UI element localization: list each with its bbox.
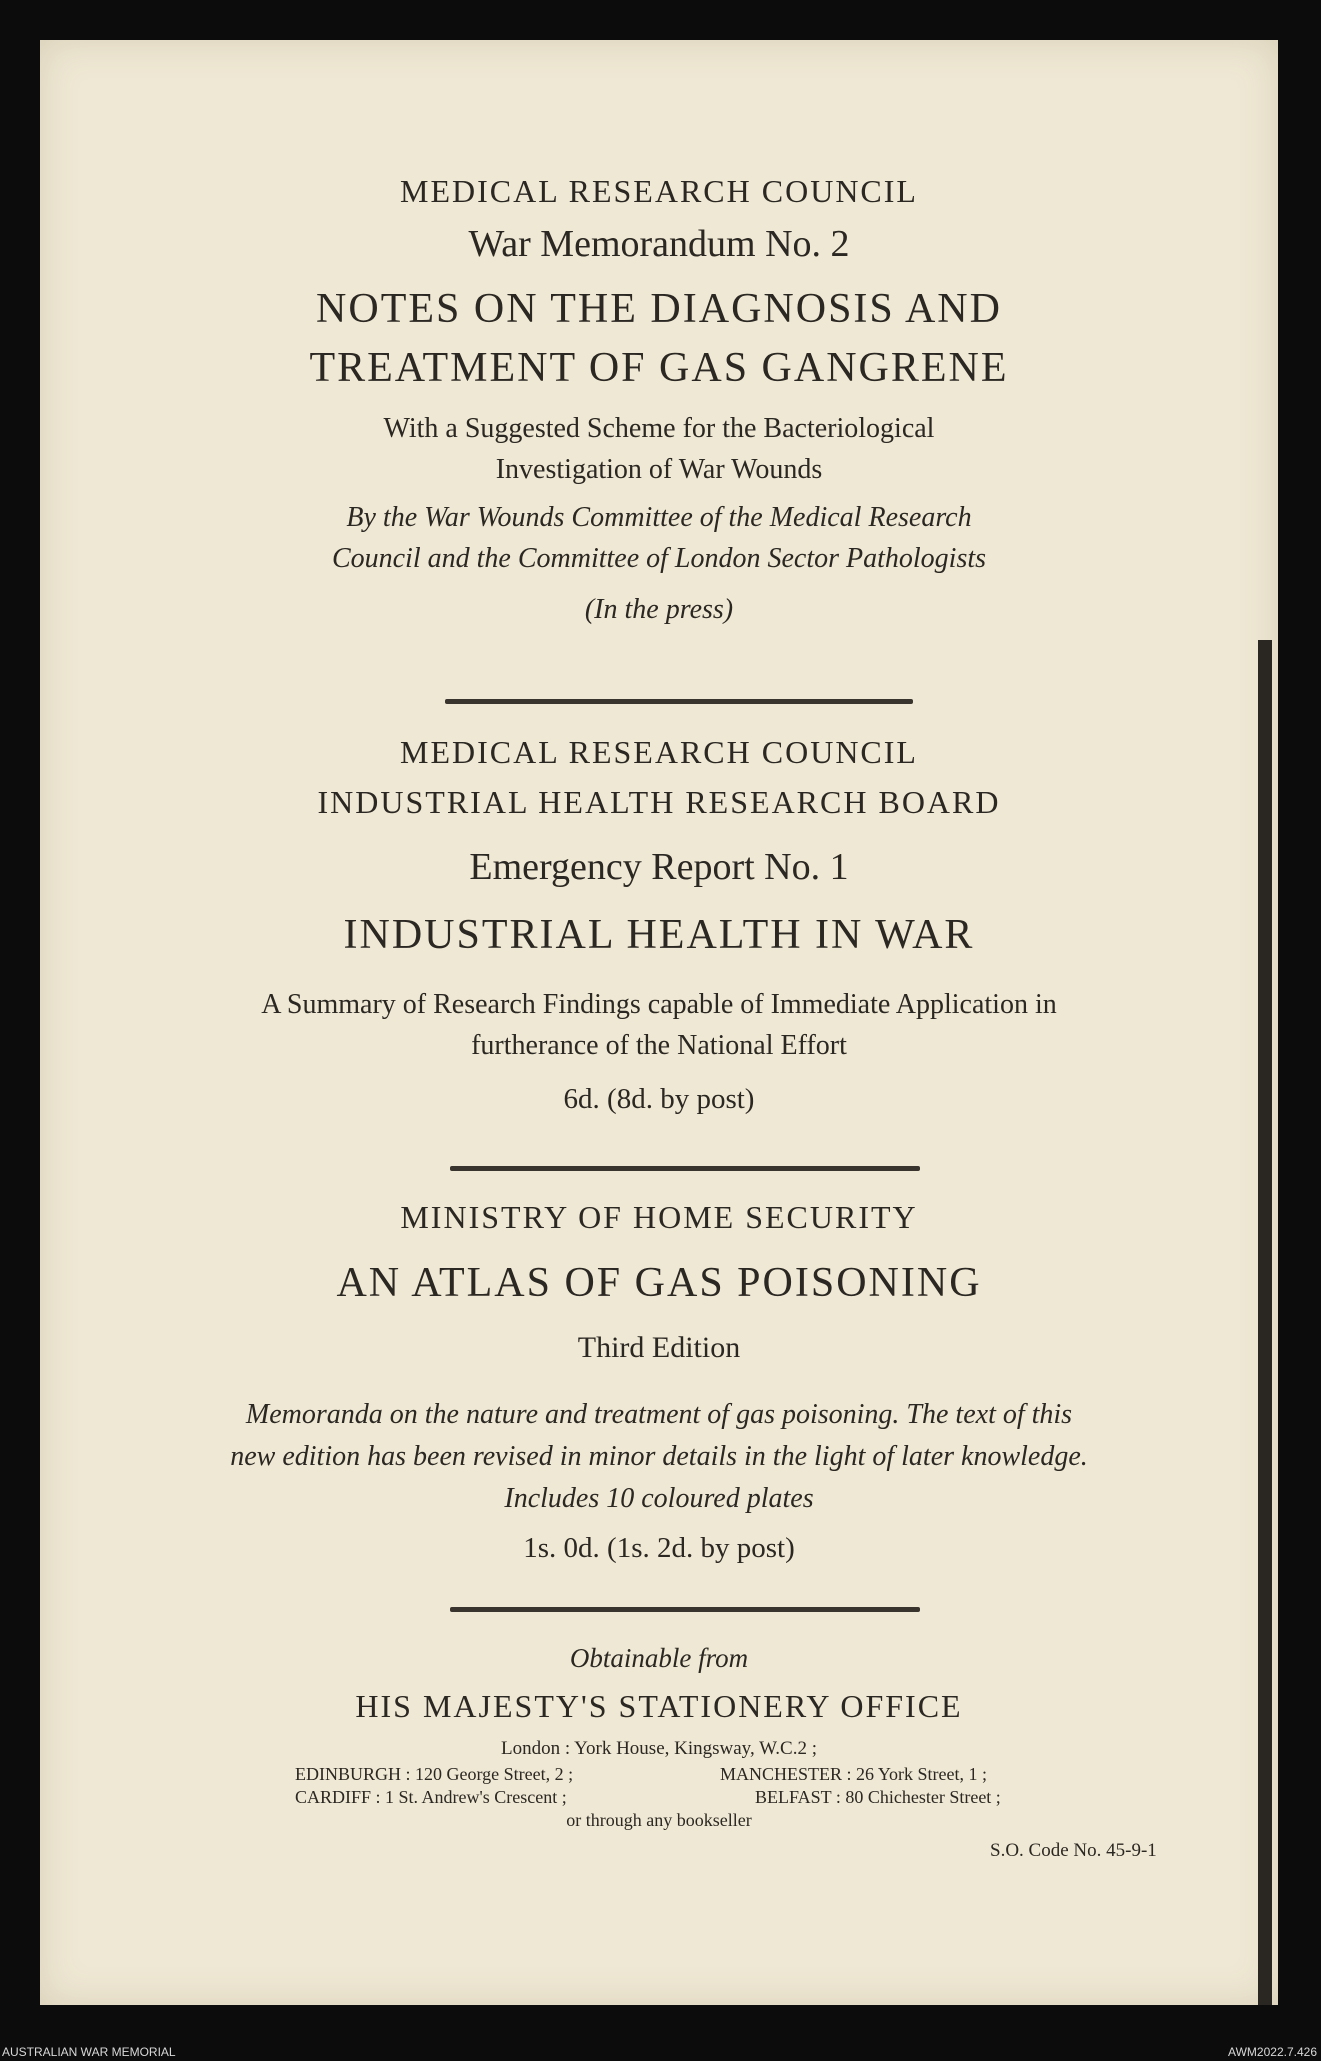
stationery-office: HIS MAJESTY'S STATIONERY OFFICE (355, 1688, 963, 1724)
section1-subtitle-line1: With a Suggested Scheme for the Bacteriological (383, 413, 935, 444)
section3-desc-line1: Memoranda on the nature and treatment of gas poisoning. The text of this (245, 1399, 1073, 1430)
section1-org: MEDICAL RESEARCH COUNCIL (400, 173, 918, 209)
section3-desc-line3: Includes 10 coloured plates (504, 1483, 814, 1514)
section3-title: AN ATLAS OF GAS POISONING (336, 1260, 982, 1306)
section1-authors-line1: By the War Wounds Committee of the Medical Research (346, 502, 972, 533)
section1-status: (In the press) (584, 594, 734, 625)
section1-series: War Memorandum No. 2 (468, 223, 850, 265)
section1-authors-line2: Council and the Committee of London Sector Pathologists (331, 543, 987, 574)
archive-strip (0, 2041, 1321, 2061)
address-cardiff: CARDIFF : 1 St. Andrew's Crescent ; (295, 1787, 567, 1807)
address-manchester: MANCHESTER : 26 York Street, 1 ; (720, 1764, 988, 1784)
section3-org: MINISTRY OF HOME SECURITY (400, 1199, 918, 1235)
section1-title-line1: NOTES ON THE DIAGNOSIS AND (316, 286, 1002, 332)
address-edinburgh: EDINBURGH : 120 George Street, 2 ; (295, 1764, 574, 1784)
binding-edge (1258, 640, 1272, 2005)
document-page (40, 40, 1278, 2005)
so-code: S.O. Code No. 45-9-1 (990, 1840, 1157, 1861)
divider-rule (445, 699, 913, 704)
obtainable-label: Obtainable from (569, 1643, 749, 1673)
divider-rule (450, 1166, 920, 1171)
section2-price: 6d. (8d. by post) (563, 1083, 755, 1115)
address-belfast: BELFAST : 80 Chichester Street ; (755, 1787, 1001, 1807)
section3-desc-line2: new edition has been revised in minor details in the light of later knowledge. (230, 1441, 1088, 1472)
section2-desc-line2: furtherance of the National Effort (471, 1030, 847, 1061)
section2-series: Emergency Report No. 1 (469, 846, 849, 888)
section2-title: INDUSTRIAL HEALTH IN WAR (343, 912, 975, 958)
archive-id: AWM2022.7.426 (1228, 2045, 1317, 2059)
section3-price: 1s. 0d. (1s. 2d. by post) (523, 1532, 795, 1564)
archive-credit: AUSTRALIAN WAR MEMORIAL (2, 2045, 176, 2059)
address-london: London : York House, Kingsway, W.C.2 ; (501, 1738, 817, 1759)
section1-subtitle-line2: Investigation of War Wounds (495, 454, 823, 485)
section3-edition: Third Edition (577, 1331, 741, 1364)
section1-title-line2: TREATMENT OF GAS GANGRENE (309, 345, 1009, 391)
bookseller-note: or through any bookseller (566, 1810, 752, 1830)
section2-desc-line1: A Summary of Research Findings capable of Immediate Application in (261, 989, 1057, 1020)
section2-org-line1: MEDICAL RESEARCH COUNCIL (400, 734, 918, 770)
section2-org-line2: INDUSTRIAL HEALTH RESEARCH BOARD (317, 784, 1001, 820)
divider-rule (450, 1607, 920, 1612)
